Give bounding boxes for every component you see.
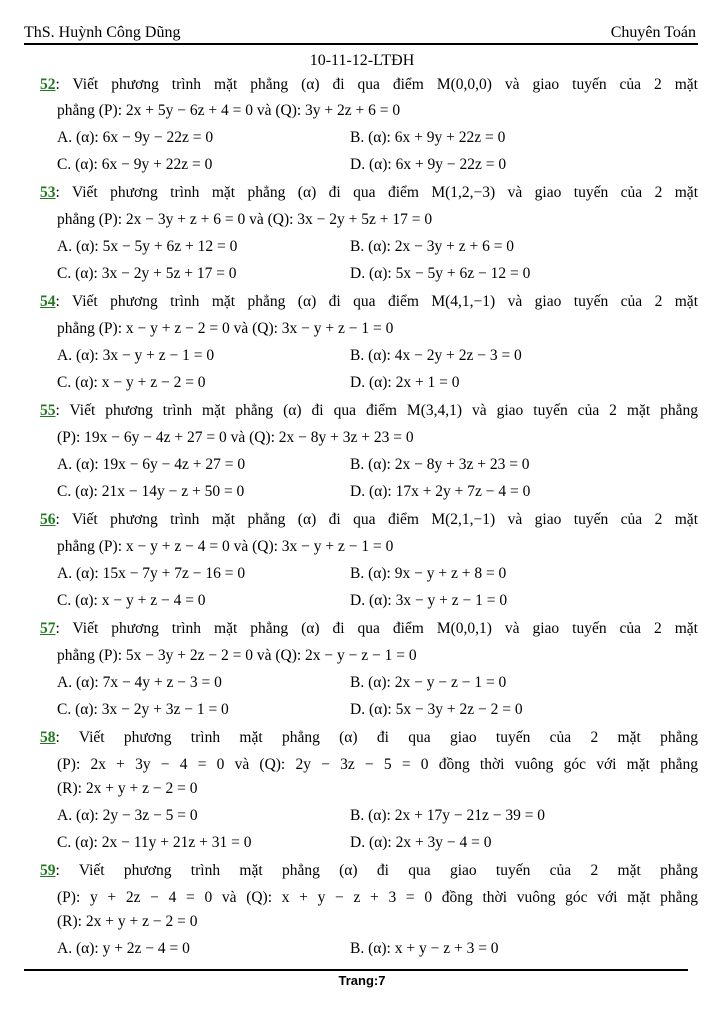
question-text: : Viết phương trình mặt phẳng (α) đi qua điểm M(0,0,1) và giao tuyến của 2 mặt (55, 620, 698, 637)
option-d: D. (α): 6x + 9y − 22z = 0 (350, 156, 507, 173)
option-a: A. (α): 6x − 9y − 22z = 0 (57, 129, 214, 146)
option-a: A. (α): y + 2z − 4 = 0 (57, 940, 190, 957)
option-b: B. (α): 2x − y − z − 1 = 0 (350, 674, 507, 691)
option-a: A. (α): 19x − 6y − 4z + 27 = 0 (57, 456, 246, 473)
option-c: C. (α): 3x − 2y + 5z + 17 = 0 (57, 265, 237, 282)
question-55-cont: (P): 19x − 6y − 4z + 27 = 0 và (Q): 2x − 8y + 3z + 23 = 0 (57, 429, 414, 446)
question-59 (40, 861, 698, 881)
option-c: C. (α): 6x − 9y + 22z = 0 (57, 156, 213, 173)
option-d: D. (α): 2x + 1 = 0 (350, 374, 460, 391)
question-text: : Viết phương trình mặt phẳng (α) đi qua điểm M(4,1,−1) và giao tuyến của 2 mặt (55, 293, 698, 310)
question-56-cont: phẳng (P): x − y + z − 4 = 0 và (Q): 3x − y + z − 1 = 0 (57, 538, 394, 555)
option-d: D. (α): 5x − 5y + 6z − 12 = 0 (350, 265, 531, 282)
option-a: A. (α): 15x − 7y + 7z − 16 = 0 (57, 565, 246, 582)
question-text: : Viết phương trình mặt phẳng (α) đi qua giao tuyến của 2 mặt phẳng (55, 862, 698, 879)
option-a: A. (α): 7x − 4y + z − 3 = 0 (57, 674, 222, 691)
option-b: B. (α): 2x + 17y − 21z − 39 = 0 (350, 807, 546, 824)
page-subtitle: 10-11-12-LTĐH (309, 52, 415, 69)
option-d: D. (α): 2x + 3y − 4 = 0 (350, 834, 492, 851)
header-rule (24, 43, 698, 45)
question-52 (40, 75, 698, 95)
option-b: B. (α): 2x − 3y + z + 6 = 0 (350, 238, 515, 255)
option-b: B. (α): 9x − y + z + 8 = 0 (350, 565, 507, 582)
footer-rule (24, 969, 688, 971)
header-author: ThS. Huỳnh Công Dũng (24, 24, 181, 41)
option-d: D. (α): 3x − y + z − 1 = 0 (350, 592, 508, 609)
option-c: C. (α): x − y + z − 2 = 0 (57, 374, 206, 391)
question-59-cont: (P): y + 2z − 4 = 0 và (Q): x + y − z + 3 = 0 đồng thời vuông góc với mặt phẳng (57, 889, 698, 906)
question-55 (40, 401, 698, 421)
question-number: 59 (40, 862, 56, 879)
question-58-cont: (P): 2x + 3y − 4 = 0 và (Q): 2y − 3z − 5 = 0 đồng thời vuông góc với mặt phẳng (57, 756, 698, 773)
question-text: : Viết phương trình mặt phẳng (α) đi qua điểm M(3,4,1) và giao tuyến của 2 mặt phẳng (55, 402, 698, 419)
option-a: A. (α): 3x − y + z − 1 = 0 (57, 347, 215, 364)
option-c: C. (α): 2x − 11y + 21z + 31 = 0 (57, 834, 252, 851)
question-58 (40, 728, 698, 748)
question-number: 53 (40, 184, 56, 201)
option-b: B. (α): 2x − 8y + 3z + 23 = 0 (350, 456, 530, 473)
option-b: B. (α): 6x + 9y + 22z = 0 (350, 129, 506, 146)
question-58-cont2: (R): 2x + y + z − 2 = 0 (57, 780, 198, 797)
question-number: 55 (40, 402, 56, 419)
option-c: C. (α): 3x − 2y + 3z − 1 = 0 (57, 701, 229, 718)
question-56 (40, 510, 698, 530)
question-57 (40, 619, 698, 639)
question-57-cont: phẳng (P): 5x − 3y + 2z − 2 = 0 và (Q): 2x − y − z − 1 = 0 (57, 647, 417, 664)
question-text: : Viết phương trình mặt phẳng (α) đi qua giao tuyến của 2 mặt phẳng (55, 729, 698, 746)
option-d: D. (α): 5x − 3y + 2z − 2 = 0 (350, 701, 523, 718)
option-d: D. (α): 17x + 2y + 7z − 4 = 0 (350, 483, 531, 500)
question-number: 54 (40, 293, 56, 310)
header-subject: Chuyên Toán (610, 24, 696, 41)
page-footer: Trang:7 (338, 973, 386, 988)
option-c: C. (α): x − y + z − 4 = 0 (57, 592, 206, 609)
question-53 (40, 183, 698, 203)
question-number: 58 (40, 729, 56, 746)
question-number: 56 (40, 511, 56, 528)
option-a: A. (α): 2y − 3z − 5 = 0 (57, 807, 198, 824)
option-c: C. (α): 21x − 14y − z + 50 = 0 (57, 483, 245, 500)
question-text: : Viết phương trình mặt phẳng (α) đi qua điểm M(0,0,0) và giao tuyến của 2 mặt (55, 76, 698, 93)
question-54 (40, 292, 698, 312)
question-text: : Viết phương trình mặt phẳng (α) đi qua điểm M(2,1,−1) và giao tuyến của 2 mặt (55, 511, 698, 528)
question-54-cont: phẳng (P): x − y + z − 2 = 0 và (Q): 3x − y + z − 1 = 0 (57, 320, 394, 337)
question-text: : Viết phương trình mặt phẳng (α) đi qua điểm M(1,2,−3) và giao tuyến của 2 mặt (55, 184, 698, 201)
question-59-cont2: (R): 2x + y + z − 2 = 0 (57, 913, 198, 930)
option-a: A. (α): 5x − 5y + 6z + 12 = 0 (57, 238, 238, 255)
question-53-cont: phẳng (P): 2x − 3y + z + 6 = 0 và (Q): 3x − 2y + 5z + 17 = 0 (57, 211, 433, 228)
option-b: B. (α): x + y − z + 3 = 0 (350, 940, 499, 957)
option-b: B. (α): 4x − 2y + 2z − 3 = 0 (350, 347, 522, 364)
question-number: 57 (40, 620, 56, 637)
question-52-cont: phẳng (P): 2x + 5y − 6z + 4 = 0 và (Q): 3y + 2z + 6 = 0 (57, 102, 401, 119)
question-number: 52 (40, 76, 56, 93)
